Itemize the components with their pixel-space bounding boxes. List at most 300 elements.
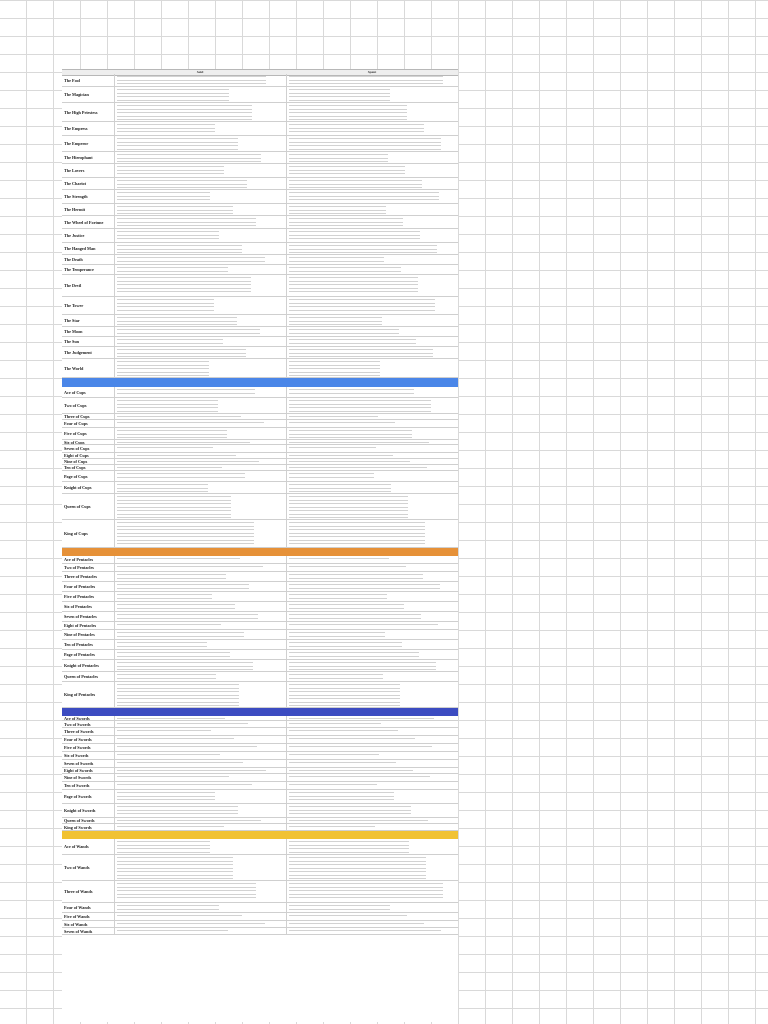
cell-text-lines [289,791,394,802]
card-name-cell[interactable]: Six of Cups [64,440,85,444]
sold-cell[interactable] [114,414,286,419]
spent-cell[interactable] [286,824,458,830]
card-name-cell[interactable]: Queen of Swords [64,818,95,823]
spent-cell[interactable] [286,420,458,427]
table-row [62,782,458,790]
sold-cell[interactable] [114,556,286,563]
spent-cell[interactable] [286,804,458,817]
cell-text-lines [289,256,384,263]
section-separator-row [62,708,458,716]
sold-cell[interactable] [114,804,286,817]
card-name-cell[interactable]: Ace of Wands [64,844,89,849]
spent-cell[interactable] [286,921,458,927]
table-row [62,216,458,229]
cell-text-lines [117,230,219,241]
sold-cell[interactable] [114,782,286,789]
spent-cell[interactable] [286,728,458,735]
spent-cell[interactable] [286,428,458,439]
card-name-cell[interactable]: The Tower [64,303,84,308]
spent-cell[interactable] [286,839,458,854]
card-name-cell[interactable]: The Death [64,257,83,262]
spent-cell[interactable] [286,387,458,397]
sold-cell[interactable] [114,572,286,581]
spent-cell[interactable] [286,556,458,563]
sold-cell[interactable] [114,445,286,452]
card-name-cell[interactable]: The Temperance [64,267,94,272]
card-name-cell[interactable]: The Hanged Man [64,246,96,251]
cell-text-lines [289,328,399,335]
card-name-cell[interactable]: Page of Cups [64,473,88,479]
sold-cell[interactable] [114,216,286,228]
table-row [62,204,458,216]
sold-cell[interactable] [114,602,286,611]
spent-cell[interactable] [286,881,458,902]
sold-cell[interactable] [114,752,286,759]
card-name-cell[interactable]: Five of Cups [64,431,87,436]
spent-cell[interactable] [286,216,458,228]
spent-cell[interactable] [286,164,458,177]
cell-text-lines [117,722,248,726]
table-row [62,602,458,612]
sold-cell[interactable] [114,440,286,444]
cell-text-lines [117,753,220,758]
cell-text-lines [289,429,412,438]
sold-cell[interactable] [114,471,286,481]
cell-text-lines [289,137,441,150]
card-name-cell[interactable]: Seven of Pentacles [64,614,97,619]
card-name-cell[interactable]: The High Priestess [64,109,98,115]
table-row [62,359,458,378]
sold-cell[interactable] [114,520,286,547]
cell-text-lines [289,75,443,85]
card-name-cell[interactable]: Three of Swords [64,729,94,734]
sold-cell[interactable] [114,229,286,242]
card-name-cell[interactable]: Seven of Cups [64,446,90,451]
table-row [62,752,458,760]
cell-text-lines [289,722,381,726]
cell-text-lines [289,745,432,750]
card-name-cell[interactable]: Six of Wands [64,921,88,927]
cell-text-lines [289,388,414,396]
card-name-cell[interactable]: The World [64,365,84,371]
cell-text-lines [117,179,247,188]
sold-cell[interactable] [114,482,286,493]
spent-cell[interactable] [286,136,458,151]
spent-cell[interactable] [286,297,458,314]
spent-cell[interactable] [286,265,458,274]
sold-cell[interactable] [114,582,286,591]
spent-cell[interactable] [286,453,458,458]
card-name-cell[interactable]: Eight of Swords [64,768,93,773]
spent-cell[interactable] [286,275,458,296]
cell-text-lines [289,495,408,518]
table-row [62,243,458,255]
card-name-cell[interactable]: King of Cups [64,531,88,536]
card-name-cell[interactable]: Six of Swords [64,753,89,758]
card-name-cell[interactable]: Eight of Pentacles [64,623,97,628]
sold-cell[interactable] [114,453,286,458]
sold-cell[interactable] [114,760,286,767]
sold-cell[interactable] [114,881,286,902]
sold-cell[interactable] [114,87,286,102]
sold-cell[interactable] [114,913,286,920]
card-name-cell[interactable]: Two of Wands [64,865,90,870]
spent-cell[interactable] [286,640,458,649]
sold-cell[interactable] [114,204,286,215]
sold-cell[interactable] [114,672,286,681]
card-name-cell[interactable]: The Moon [64,329,83,334]
sold-cell[interactable] [114,428,286,439]
card-name-cell[interactable]: The Emperor [64,141,89,146]
spent-cell[interactable] [286,790,458,803]
cell-text-lines [117,904,219,911]
sold-cell[interactable] [114,921,286,927]
spent-cell[interactable] [286,572,458,581]
cell-text-lines [117,882,256,901]
spent-cell[interactable] [286,744,458,751]
sold-cell[interactable] [114,103,286,121]
spent-cell[interactable] [286,122,458,135]
cell-text-lines [289,441,429,443]
card-name-cell[interactable]: Knight of Cups [64,485,92,490]
cell-text-lines [289,840,409,853]
spent-cell[interactable] [286,768,458,773]
spent-cell[interactable] [286,602,458,611]
card-name-cell[interactable]: Queen of Pentacles [64,674,98,679]
card-name-cell[interactable]: The Star [64,318,80,323]
card-name-cell[interactable]: Four of Cups [64,421,88,426]
spent-cell[interactable] [286,178,458,189]
sold-cell[interactable] [114,122,286,135]
table-row [62,622,458,630]
card-name-cell[interactable]: The Devil [64,283,82,288]
table-row [62,839,458,855]
sold-cell[interactable] [114,855,286,880]
spent-cell[interactable] [286,622,458,629]
spent-cell[interactable] [286,682,458,707]
sold-cell[interactable] [114,660,286,671]
cell-text-lines [289,717,434,719]
card-name-cell[interactable]: The Fool [64,77,80,83]
spent-cell[interactable] [286,204,458,215]
sold-cell[interactable] [114,459,286,464]
cell-text-lines [289,104,407,120]
card-name-cell[interactable]: The Hermit [64,207,86,212]
card-name-cell[interactable]: Ten of Swords [64,783,90,788]
cell-text-lines [289,244,437,253]
sold-cell[interactable] [114,592,286,601]
sold-cell[interactable] [114,824,286,830]
spent-cell[interactable] [286,564,458,571]
card-name-cell[interactable]: King of Pentacles [64,692,96,697]
cell-text-lines [289,856,426,879]
spent-cell[interactable] [286,660,458,671]
spent-cell[interactable] [286,760,458,767]
spent-cell[interactable] [286,736,458,743]
table-row [62,640,458,650]
spent-cell[interactable] [286,520,458,547]
sold-cell[interactable] [114,243,286,254]
cell-text-lines [117,737,234,742]
sold-cell[interactable] [114,622,286,629]
sold-cell[interactable] [114,716,286,720]
table-row [62,190,458,204]
card-name-cell[interactable]: Four of Swords [64,737,92,742]
card-name-cell[interactable]: The Hierophant [64,155,93,160]
sold-cell[interactable] [114,190,286,203]
card-name-cell[interactable]: Ace of Swords [64,716,90,720]
card-name-cell[interactable]: Knight of Pentacles [64,663,99,668]
sold-cell[interactable] [114,721,286,727]
table-row [62,265,458,275]
sold-cell[interactable] [114,315,286,326]
table-row [62,913,458,921]
spent-cell[interactable] [286,672,458,681]
sold-cell[interactable] [114,790,286,803]
cell-text-lines [117,683,239,706]
card-name-cell[interactable]: The Justice [64,233,85,238]
cell-text-lines [117,761,243,766]
spent-cell[interactable] [286,903,458,912]
spent-cell[interactable] [286,782,458,789]
column-header-sold[interactable]: Sold [196,70,204,74]
card-name-cell[interactable]: Five of Pentacles [64,594,94,599]
spent-cell[interactable] [286,774,458,781]
sold-cell[interactable] [114,74,286,86]
cell-text-lines [289,904,390,911]
sold-cell[interactable] [114,398,286,413]
sold-cell[interactable] [114,564,286,571]
table-row [62,494,458,520]
sold-cell[interactable] [114,152,286,163]
card-name-cell[interactable]: Five of Wands [64,914,90,919]
cell-text-lines [289,415,378,418]
sold-cell[interactable] [114,359,286,377]
card-name-cell[interactable]: Nine of Pentacles [64,632,95,637]
sold-cell[interactable] [114,164,286,177]
table-row [62,87,458,103]
table-row [62,255,458,265]
card-name-cell[interactable]: Six of Pentacles [64,604,92,609]
table-row [62,790,458,804]
card-name-cell[interactable]: The Sun [64,339,80,344]
spent-cell[interactable] [286,315,458,326]
card-name-cell[interactable]: Eight of Cups [64,453,89,458]
sold-cell[interactable] [114,839,286,854]
cell-text-lines [289,929,441,933]
spent-cell[interactable] [286,630,458,639]
cell-text-lines [117,651,230,658]
spent-cell[interactable] [286,347,458,358]
sold-cell[interactable] [114,327,286,336]
spent-cell[interactable] [286,592,458,601]
card-name-cell[interactable]: Ace of Pentacles [64,557,94,562]
table-row [62,736,458,744]
card-name-cell[interactable]: Seven of Wands [64,928,93,934]
spent-cell[interactable] [286,337,458,346]
card-name-cell[interactable]: The Strength [64,194,88,199]
sold-cell[interactable] [114,297,286,314]
sold-cell[interactable] [114,347,286,358]
spent-cell[interactable] [286,818,458,823]
spent-cell[interactable] [286,190,458,203]
card-name-cell[interactable]: Ten of Cups [64,465,86,470]
cell-text-lines [289,573,423,580]
spent-cell[interactable] [286,243,458,254]
spent-cell[interactable] [286,398,458,413]
sold-cell[interactable] [114,275,286,296]
sold-cell[interactable] [114,736,286,743]
sold-cell[interactable] [114,178,286,189]
card-name-cell[interactable]: Ten of Pentacles [64,642,93,647]
spent-cell[interactable] [286,459,458,464]
card-name-cell[interactable]: Seven of Swords [64,761,94,766]
cell-text-lines [117,521,254,546]
table-row [62,721,458,728]
cell-text-lines [289,179,422,188]
spent-cell[interactable] [286,440,458,444]
cell-text-lines [117,460,259,463]
card-name-cell[interactable]: Three of Pentacles [64,574,97,579]
card-name-cell[interactable]: The Lovers [64,168,85,173]
sold-cell[interactable] [114,640,286,649]
sold-cell[interactable] [114,903,286,912]
spent-cell[interactable] [286,716,458,720]
cell-text-lines [289,882,443,901]
table-row [62,471,458,482]
card-name-cell[interactable]: Three of Cups [64,414,90,419]
spent-cell[interactable] [286,327,458,336]
card-name-cell[interactable]: Queen of Cups [64,504,91,509]
sold-cell[interactable] [114,465,286,470]
spent-cell[interactable] [286,414,458,419]
cell-text-lines [117,673,216,680]
column-header-spent[interactable]: Spent [367,70,377,74]
card-name-cell[interactable]: The Magician [64,92,89,97]
sold-cell[interactable] [114,768,286,773]
spent-cell[interactable] [286,855,458,880]
card-name-cell[interactable]: Knight of Swords [64,808,96,813]
cell-text-lines [289,446,376,451]
table-row [62,760,458,768]
table-row [62,428,458,440]
spent-cell[interactable] [286,471,458,481]
card-name-cell[interactable]: Two of Cups [64,403,87,408]
sold-cell[interactable] [114,682,286,707]
cell-text-lines [117,769,266,772]
spent-cell[interactable] [286,465,458,470]
sold-cell[interactable] [114,630,286,639]
card-name-cell[interactable]: Four of Pentacles [64,584,96,589]
card-name-cell[interactable]: Three of Wands [64,889,93,894]
spent-cell[interactable] [286,445,458,452]
spent-cell[interactable] [286,87,458,102]
sold-cell[interactable] [114,650,286,659]
spent-cell[interactable] [286,721,458,727]
card-name-cell[interactable]: Ace of Cups [64,389,86,395]
sold-cell[interactable] [114,337,286,346]
sold-cell[interactable] [114,818,286,823]
spent-cell[interactable] [286,74,458,86]
table-row [62,630,458,640]
sold-cell[interactable] [114,136,286,151]
table-row [62,903,458,913]
spent-cell[interactable] [286,229,458,242]
table-row [62,520,458,548]
spent-cell[interactable] [286,650,458,659]
cell-text-lines [117,914,242,919]
spent-cell[interactable] [286,612,458,621]
card-name-cell[interactable]: Nine of Swords [64,775,92,780]
cell-text-lines [289,623,438,628]
spent-cell[interactable] [286,482,458,493]
sold-cell[interactable] [114,928,286,934]
cell-text-lines [117,217,256,227]
sold-cell[interactable] [114,494,286,519]
card-name-cell[interactable]: King of Swords [64,824,92,830]
cell-text-lines [289,466,427,469]
card-name-cell[interactable]: Five of Swords [64,745,91,750]
sold-cell[interactable] [114,728,286,735]
spent-cell[interactable] [286,359,458,377]
cell-text-lines [289,88,390,101]
cell-text-lines [117,745,257,750]
card-name-cell[interactable]: Nine of Cups [64,459,88,464]
cell-text-lines [117,593,212,600]
table-row [62,672,458,682]
card-name-cell[interactable]: The Judgement [64,350,92,355]
cell-text-lines [289,769,413,772]
sold-cell[interactable] [114,774,286,781]
cell-text-lines [117,840,210,853]
card-name-cell[interactable]: The Empress [64,126,88,131]
cell-text-lines [289,805,411,816]
table-row [62,650,458,660]
spent-cell[interactable] [286,103,458,121]
sold-cell[interactable] [114,265,286,274]
card-name-cell[interactable]: Four of Wands [64,905,91,910]
cell-text-lines [117,137,238,150]
sold-cell[interactable] [114,612,286,621]
cell-text-lines [117,717,225,719]
sold-cell[interactable] [114,387,286,397]
cell-text-lines [289,360,380,376]
spent-cell[interactable] [286,913,458,920]
spent-cell[interactable] [286,255,458,264]
cell-text-lines [117,495,231,518]
card-name-cell[interactable]: Two of Pentacles [64,565,94,570]
cell-text-lines [289,761,396,766]
cell-text-lines [289,483,391,492]
spent-cell[interactable] [286,494,458,519]
cell-text-lines [117,75,266,85]
cell-text-lines [117,298,214,313]
card-name-cell[interactable]: Page of Pentacles [64,652,95,657]
card-name-cell[interactable]: The Wheel of Fortune [64,219,104,225]
sold-cell[interactable] [114,420,286,427]
table-row [62,347,458,359]
sold-cell[interactable] [114,744,286,751]
table-row [62,881,458,903]
card-name-cell[interactable]: Two of Swords [64,721,91,727]
spent-cell[interactable] [286,582,458,591]
spent-cell[interactable] [286,928,458,934]
spent-cell[interactable] [286,752,458,759]
card-name-cell[interactable]: The Chariot [64,181,86,186]
card-name-cell[interactable]: Page of Swords [64,794,92,799]
spent-cell[interactable] [286,152,458,163]
sold-cell[interactable] [114,255,286,264]
